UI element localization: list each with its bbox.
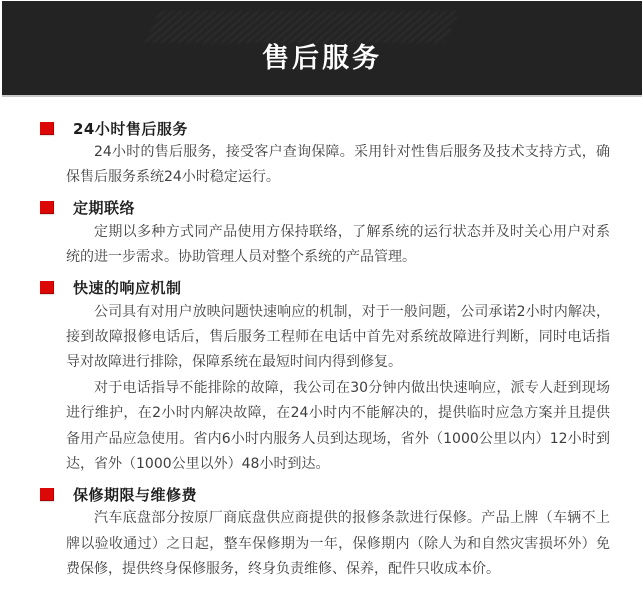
section-heading-row xyxy=(40,118,610,138)
section-paragraph: 公司具有对用户放映问题快速响应的机制，对于一般问题，公司承诺2小时内解决，接到故障报修电话后，售后服务工程师在电话中首先对系统故障进行判断，同时电话指导对故障进行排除，保障系统在最短时间内得到修复。 xyxy=(66,303,610,371)
section-paragraph: 汽车底盘部分按原厂商底盘供应商提供的报修条款进行保修。产品上牌（车辆不上牌以验收通过）之日起，整车保修期为一年，保修期内（除人为和自然灾害损坏外）免费保修，提供终身保修服务，终身负责维修、保养，配件只收成本价。 xyxy=(66,510,610,578)
section-rapid-response xyxy=(40,278,610,478)
section-paragraph: 定期以多种方式同产品使用方保持联络，了解系统的运行状态并及时关心用户对系统的进一步需求。协助管理人员对整个系统的产品管理。 xyxy=(66,223,610,266)
section-heading-row xyxy=(40,484,610,504)
section-heading: 24小时售后服务 xyxy=(73,119,188,138)
page-title: 售后服务 xyxy=(262,43,382,74)
section-heading: 定期联络 xyxy=(73,199,136,218)
section-heading: 快速的响应机制 xyxy=(73,279,182,298)
red-square-bullet-icon xyxy=(40,201,54,214)
content-area xyxy=(0,97,643,583)
page-root xyxy=(0,1,643,597)
red-square-bullet-icon xyxy=(40,488,54,501)
section-24h-service xyxy=(40,118,610,191)
section-heading-row xyxy=(40,198,610,218)
section-warranty xyxy=(40,484,610,582)
section-heading: 保修期限与维修费 xyxy=(73,485,198,504)
red-square-bullet-icon xyxy=(40,281,54,294)
section-paragraph: 对于电话指导不能排除的故障，我公司在30分钟内做出快速响应，派专人赶到现场进行维护，在2小时内解决故障，在24小时内不能解决的，提供临时应急方案并且提供备用产品应急使用。省内6小时内服务人员到达现场，省外（1000公里以内）12小时到达，省外（1000公里以外）48小时到达。 xyxy=(66,379,610,473)
section-paragraph: 24小时的售后服务，接受客户查询保障。采用针对性售后服务及技术支持方式，确保售后服务系统24小时稳定运行。 xyxy=(66,144,610,186)
red-square-bullet-icon xyxy=(40,122,54,135)
section-regular-contact xyxy=(40,198,610,271)
section-heading-row xyxy=(40,278,610,298)
page-header xyxy=(2,1,642,97)
